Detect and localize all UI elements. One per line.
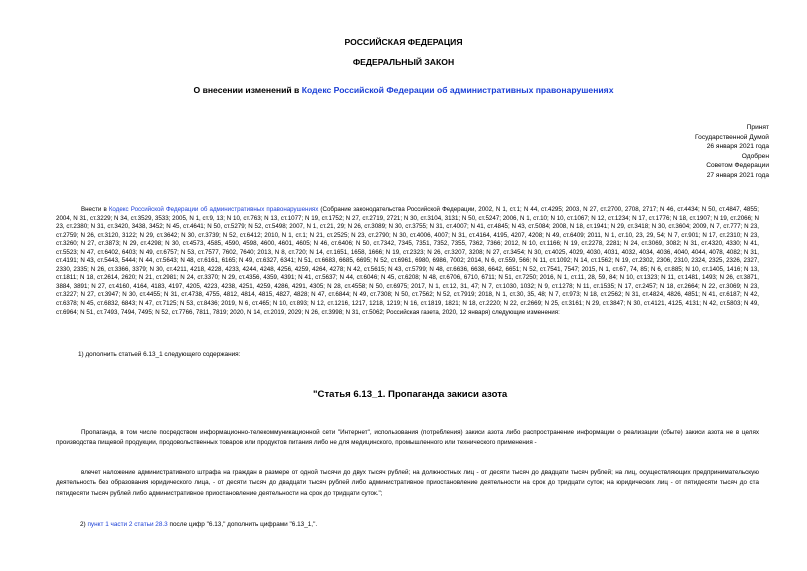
adoption-block [629, 123, 769, 181]
adoption-council-date: 27 января 2021 года [706, 171, 769, 179]
intro-text: (Собрание законодательства Российской Федерации, 2002, N 1, ст.1; N 44, ст.4295; 2003, N 27, ст.2700, 2708, 2717; N 46, ст.4434; N 50, ст.4847, 4855; 2004, N 31, ст.3229; N 34, ст.3529, 3533; 2005, N 1, ст.9, 13; N 10, ст.763; N 13, ст.1077; N 19, ст.1752; N 27, ст.2719, 2721; N 30, ст.3104, 3131; N 50, ст.5247; 2006, N 1, ст.10; N 10, ст.1067; N 12, ст.1234; N 17, ст.1776; N 18, ст.1907; N 19, ст.2066; N 23, ст.2380; N 31, ст.3420, 3438, 3452; N 45, ст.4641; N 50, ст.5279; N 52, ст.5498; 2007, N 1, ст.21, 29; N 26, ст.3089; N 30, ст.3755; N 31, ст.4007; N 41, ст.4845; N 43, ст.5084; 2008, N 18, ст.1941; N 29, ст.3418; N 30, ст.3604; 2009, N 7, ст.777; N 23, ст.2759; N 26, ст.3120, 3122; N 29, ст.3642; N 30, ст.3739; N 52, ст.6412; 2010, N 1, ст.1; N 21, ст.2525; N 23, ст.2790; N 30, ст.4006, 4007; N 31, ст.4164, 4195, 4207, 4208; N 49, ст.6409; 2011, N 1, ст.10, 23, 29, 54; N 7, ст.901; N 17, ст.2310; N 23, ст.3260; N 27, ст.3873; N 29, ст.4298; N 30, ст.4573, 4585, 4590, 4598, 4600, 4601, 4605; N 46, ст.6406; N 50, ст.7342, 7345, 7351, 7352, 7355, 7362, 7366; 2012, N 10, ст.1166; N 19, ст.2278, 2281; N 24, ст.3069, 3082; N 31, ст.4320, 4330; N 41, ст.5523; N 47, ст.6402, 6403; N 49, ст.6757; N 53, ст.7577, 7602, 7640; 2013, N 8, ст.720; N 14, ст.1651, 1658, 1666; N 19, ст.2323; N 26, ст.3207, 3208; N 27, ст.3454; N 30, ст.4025, 4029, 4030, 4031, 4032, 4034, 4036, 4040, 4044, 4078, 4082; N 31, ст.4191; N 43, ст.5443, 5444; N 44, ст.5643; N 48, ст.6161, 6165; N 49, ст.6327, 6341; N 51, ст.6683, 6685, 6695; N 52, ст.6961, 6980, 6986, 7002; 2014, N 6, ст.559, 566; N 11, ст.1092; N 14, ст.1562; N 19, ст.2302, 2306, 2310, 2324, 2325, 2326, 2327, 2330, 2335; N 26, ст.3366, 3379; N 30, ст.4211, 4218, 4228, 4233, 4244, 4248, 4256, 4259, 4264, 4278; N 42, ст.5615; N 43, ст.5799; N 48, ст.6636, 6638, 6642, 6651; N 52, ст.7541, 7547; 2015, N 1, ст.67, 74, 85; N 6, ст.885; N 10, ст.1405, 1416; N 13, ст.1811; N 18, ст.2614, 2620; N 21, ст.2981; N 24, ст.3370; N 29, ст.4356, 4359, 4391; N 41, ст.5637; N 44, ст.6046; N 45, ст.6208; N 48, ст.6706, 6710, 6711; N 51, ст.7250; 2016, N 1, ст.11, 28, 59, 84; N 10, ст.1323; N 11, ст.1481, 1493; N 26, ст.3871, 3884, 3891; N 27, ст.4160, 4164, 4183, 4197, 4205, 4223, 4238, 4251, 4259, 4286, 4291, 4305; N 28, ст.4558; N 50, ст.6975; 2017, N 1, ст.12, 31, 47; N 7, ст.1030, 1032; N 9, ст.1278; N 11, ст.1535; N 17, ст.2457; N 18, ст.2664; N 22, ст.3069; N 23, ст.3227; N 27, ст.3947; N 30, ст.4455; N 31, ст.4738, 4755, 4812, 4814, 4815, 4827, 4828; N 47, ст.6844; N 49, ст.7308; N 50, ст.7562; N 52, ст.7919; 2018, N 1, ст.30, 35, 48; N 7, ст.973; N 18, ст.2562; N 31, ст.4824, 4826, 4851; N 41, ст.6187; N 42, ст.6378; N 45, ст.6832, 6843; N 47, ст.7125; N 53, ст.8436; 2019, N 6, ст.465; N 10, ст.893; N 12, ст.1216, 1217, 1218, 1219; N 16, ст.1819, 1821; N 18, ст.2220; N 22, ст.2669; N 25, ст.3161; N 29, ст.3847; N 30, ст.4121, 4125, 4131; N 42, ст.5803; N 49, ст.6964; N 51, ст.7493, 7494, 7495; N 52, ст.7766, 7811, 7819; 2020, N 14, ст.2019, 2029; N 26, ст.3998; N 31, ст.5062; Российская газета, 2020, 12 января) следующие изменения: [56, 206, 759, 316]
law-title-prefix: О внесении изменений в [193, 85, 302, 95]
intro-prefix: Внести в [81, 206, 109, 213]
adoption-accepted: Принят [746, 124, 769, 131]
law-type-heading: ФЕДЕРАЛЬНЫЙ ЗАКОН [352, 57, 455, 67]
article-title: "Статья 6.13_1. Пропаганда закиси азота [313, 389, 508, 400]
adoption-approved: Одобрен [741, 152, 769, 160]
intro-paragraph [56, 206, 759, 317]
article-28-3-link[interactable]: пункт 1 части 2 статьи 28.3 [87, 521, 168, 528]
article-sanction: влечет наложение административного штрафа на граждан в размере от одной тысячи до двух тысяч рублей; на должностных лиц - от десяти тысяч до двадцати тысяч рублей; на лиц, осуществляющих предпринимательскую деятельность без образования юридического лица, - от десяти тысяч до двадцати тысяч рублей либо административное приостановление деятельности на срок до тридцати суток; на юридических лиц - от пятидесяти тысяч до ста пятидесяти тысяч рублей либо административное приостановление деятельности на срок до тридцати суток."; [56, 469, 759, 497]
law-title [0, 85, 807, 95]
federation-heading: РОССИЙСКАЯ ФЕДЕРАЦИЯ [344, 37, 463, 47]
adoption-duma-date: 26 января 2021 года [706, 143, 769, 151]
item-2-text: после цифр "6.13," дополнить цифрами "6.13_1,". [167, 521, 318, 528]
code-link-title[interactable]: Кодекс Российской Федерации об административных правонарушениях [301, 85, 614, 95]
adoption-duma: Государственной Думой [695, 133, 769, 141]
item-1: 1) дополнить статьей 6.13_1 следующего содержания: [78, 351, 241, 358]
adoption-council: Советом Федерации [706, 162, 769, 170]
item-2-prefix: 2) [80, 521, 88, 528]
item-2 [80, 520, 317, 529]
code-link-intro[interactable]: Кодекс Российской Федерации об административных правонарушениях [108, 206, 319, 213]
article-disposition: Пропаганда, в том числе посредством информационно-телекоммуникационной сети "Интернет", использования (потребления) закиси азота либо распространение информации о реализации (сбыте) закиси азота не в целях производства пищевой продукции, продовольственных товаров или продуктов питания либо не для медицинского, промышленного или технического применения - [56, 429, 759, 446]
